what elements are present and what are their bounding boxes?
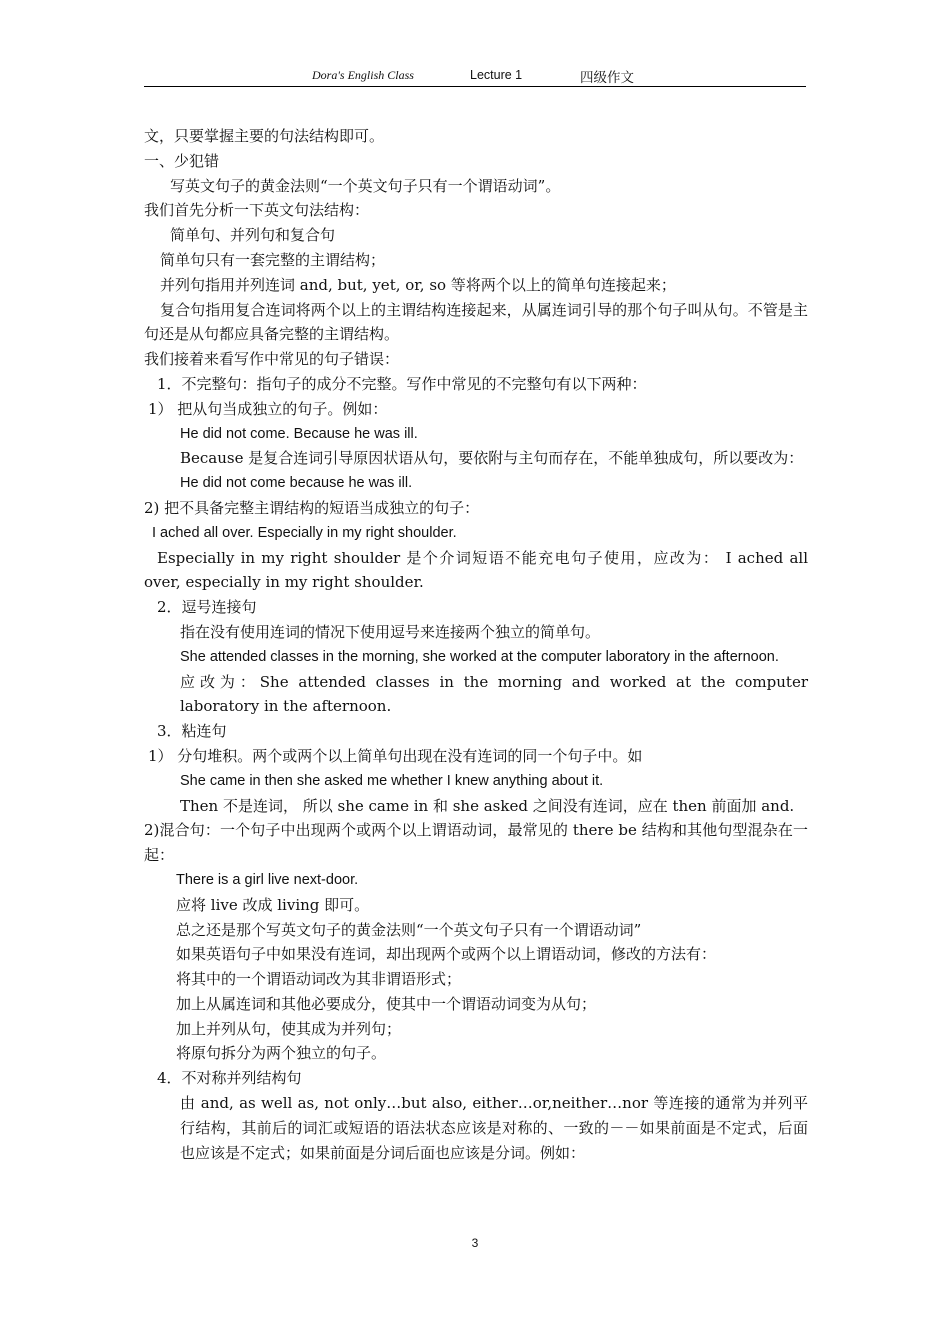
- list-heading: 3．粘连句: [157, 722, 227, 741]
- header-class-name: Dora's English Class: [312, 68, 414, 82]
- paragraph-line: 文，只要掌握主要的句法结构即可。: [144, 127, 385, 145]
- paragraph-line: 加上从属连词和其他必要成分，使其中一个谓语动词变为从句；: [176, 994, 597, 1013]
- paragraph-line: 由 and, as well as, not only…but also, either…or,neither…nor 等连接的通常为并列平行结构，其前后的词汇或短语的语法状态应该是对称的、一致的－－如果前面是不定式，后面也应该是不定式；如果前面是分词后面也应该是分词。例如：: [180, 1094, 808, 1162]
- paragraph-line: 总之还是那个写英文句子的黄金法则“一个英文句子只有一个谓语动词”: [176, 920, 642, 939]
- list-item: 2)混合句：一个句子中出现两个或两个以上谓语动词，最常见的 there be 结构和其他句型混杂在一起：: [144, 821, 808, 865]
- paragraph-line: 如果英语句子中如果没有连词，却出现两个或两个以上谓语动词，修改的方法有：: [176, 945, 717, 964]
- example-sentence: He did not come because he was ill.: [180, 475, 413, 492]
- example-sentence: He did not come. Because he was ill.: [180, 425, 418, 442]
- paragraph-line: 应改为：She attended classes in the morning and worked at the computer laboratory in the afternoon.: [180, 672, 808, 716]
- paragraph-line: 简单句只有一套完整的主谓结构；: [160, 250, 386, 269]
- page-number: 3: [471, 1236, 479, 1250]
- paragraph-line: 应将 live 改成 living 即可。: [176, 895, 370, 914]
- paragraph-line: 将其中的一个谓语动词改为其非谓语形式；: [176, 970, 462, 989]
- header-rule: [144, 86, 806, 87]
- paragraph-line: Because 是复合连词引导原因状语从句，要依附与主句而存在，不能单独成句，所以要改为：: [180, 449, 804, 468]
- page-header: [0, 64, 950, 88]
- example-sentence: She attended classes in the morning, she worked at the computer laboratory in the afternoon.: [180, 648, 779, 665]
- section-heading: 一、少犯错: [144, 151, 220, 170]
- paragraph-line: 复合句指用复合连词将两个以上的主谓结构连接起来，从属连词引导的那个句子叫从句。不管是主句还是从句都应具备完整的主谓结构。: [144, 300, 808, 344]
- paragraph-line: Then 不是连词， 所以 she came in 和 she asked 之间没有连词，应在 then 前面加 and.: [180, 796, 795, 815]
- paragraph-line: 指在没有使用连词的情况下使用逗号来连接两个独立的简单句。: [180, 622, 601, 641]
- document-body: [144, 124, 808, 1165]
- list-item: 1） 分句堆积。两个或两个以上简单句出现在没有连词的同一个句子中。如: [148, 746, 643, 765]
- list-heading: 4．不对称并列结构句: [157, 1069, 302, 1088]
- paragraph-line: 简单句、并列句和复合句: [170, 226, 336, 245]
- paragraph-line: 将原句拆分为两个独立的句子。: [176, 1044, 387, 1063]
- header-lecture: Lecture 1: [470, 68, 523, 82]
- paragraph-line: 我们首先分析一下英文句法结构：: [144, 201, 370, 220]
- example-sentence: She came in then she asked me whether I knew anything about it.: [180, 772, 604, 789]
- paragraph-line: 并列句指用并列连词 and, but, yet, or, so 等将两个以上的简单句连接起来；: [160, 275, 676, 294]
- example-sentence: There is a girl live next-door.: [176, 871, 359, 888]
- paragraph-line: 加上并列从句，使其成为并列句；: [176, 1019, 402, 1038]
- paragraph-line: 写英文句子的黄金法则“一个英文句子只有一个谓语动词”。: [170, 176, 561, 195]
- header-topic: 四级作文: [580, 70, 634, 86]
- list-item: 1） 把从句当成独立的句子。例如：: [148, 399, 388, 418]
- list-heading: 1．不完整句：指句子的成分不完整。写作中常见的不完整句有以下两种：: [157, 374, 647, 393]
- paragraph-line: 我们接着来看写作中常见的句子错误：: [144, 350, 400, 369]
- list-heading: 2．逗号连接句: [157, 598, 257, 617]
- paragraph-line: Especially in my right shoulder 是个介词短语不能充电句子使用，应改为： I ached all over, especially in my right shoulder.: [144, 548, 808, 592]
- list-item: 2) 把不具备完整主谓结构的短语当成独立的句子：: [144, 498, 480, 517]
- example-sentence: I ached all over. Especially in my right shoulder.: [152, 524, 457, 541]
